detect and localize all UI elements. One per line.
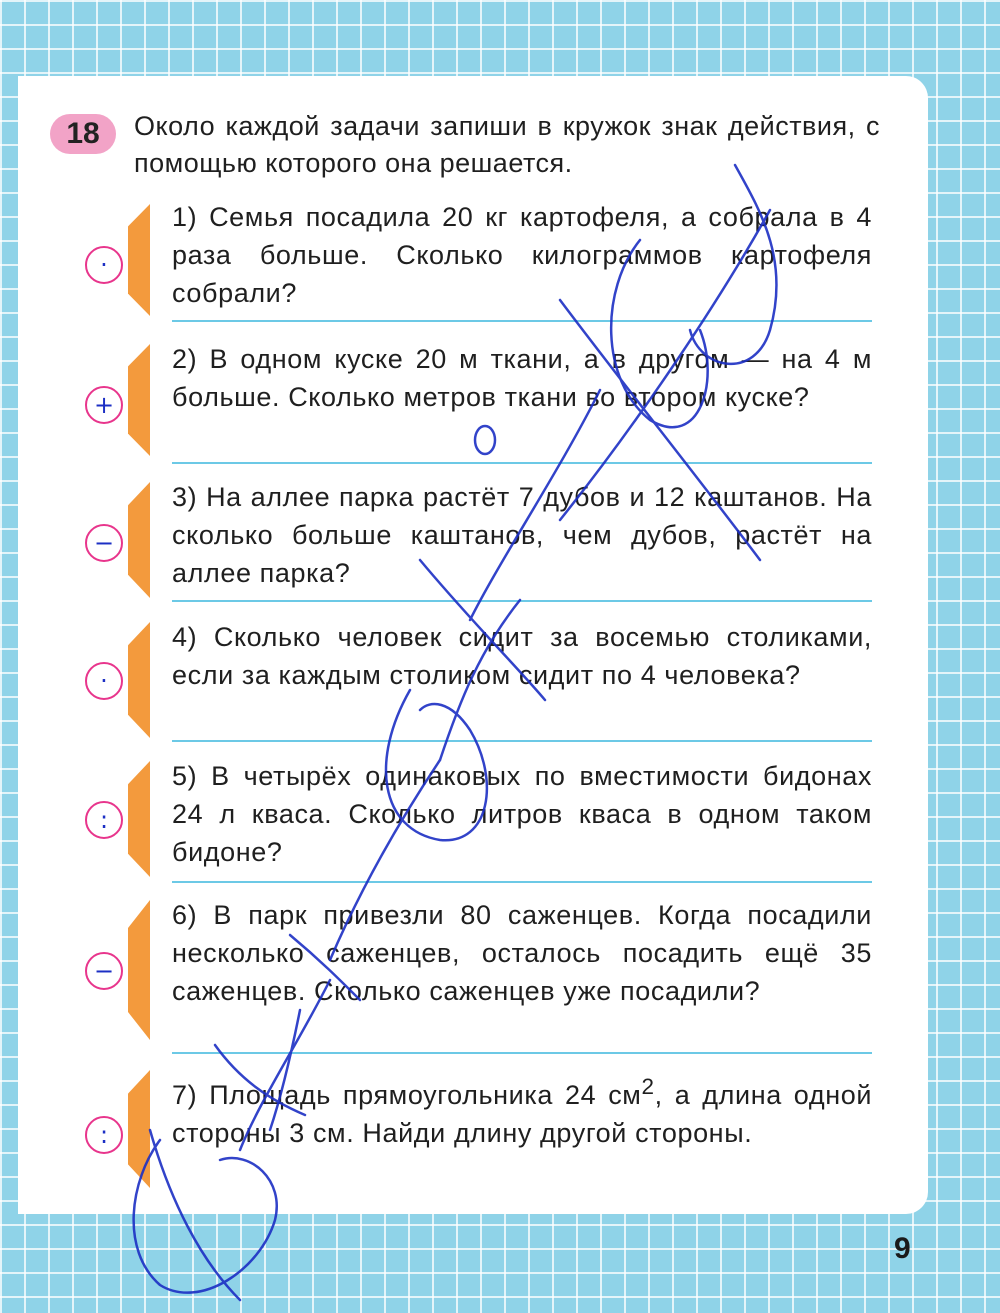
answer-sign: : — [99, 1121, 109, 1149]
problem-text: 2) В одном куске 20 м ткани, а в другом — на 4 м больше. Сколько метров ткани во втором куске? — [172, 344, 872, 412]
problem-text-main: 7) Площадь прямоугольника 24 см — [172, 1080, 642, 1110]
answer-line[interactable] — [172, 1052, 872, 1054]
problem-text: 1) Семья посадила 20 кг картофеля, а собрала в 4 раза больше. Сколько килограммов картофеля собрали? — [172, 202, 872, 308]
answer-line[interactable] — [172, 600, 872, 602]
answer-sign-circle[interactable] — [85, 662, 123, 700]
answer-sign-circle[interactable] — [85, 386, 123, 424]
answer-line[interactable] — [172, 462, 872, 464]
task-instruction: Около каждой задачи запиши в кружок знак действия, с помощью которого она решается. — [134, 111, 880, 178]
problem-text: 6) В парк привезли 80 саженцев. Когда посадили несколько саженцев, осталось посадить ещё 35 саженцев. Сколько саженцев уже посадили? — [172, 900, 872, 1006]
answer-sign: · — [100, 667, 108, 695]
answer-line[interactable] — [172, 740, 872, 742]
problem-text-rest: , а длина одной стороны 3 см. Найди длину другой стороны. — [172, 1080, 872, 1148]
answer-sign-circle[interactable] — [85, 801, 123, 839]
task-header — [50, 108, 880, 182]
problem-text: 5) В четырёх одинаковых по вместимости бидонах 24 л кваса. Сколько литров кваса в одном таком бидоне? — [172, 761, 872, 867]
problem-text-superscript: 2 — [641, 1074, 655, 1099]
answer-sign: − — [93, 957, 115, 985]
problem-text: 4) Сколько человек сидит за восемью столиками, если за каждым столиком сидит по 4 человека? — [172, 622, 872, 690]
problem-text: 3) На аллее парка растёт 7 дубов и 12 каштанов. На сколько больше каштанов, чем дубов, растёт на аллее парка? — [172, 482, 872, 588]
page-number: 9 — [894, 1232, 911, 1265]
answer-sign-circle[interactable] — [85, 1116, 123, 1154]
problem-text — [172, 1068, 872, 1152]
task-number-badge: 18 — [50, 114, 116, 154]
answer-line[interactable] — [172, 320, 872, 322]
answer-sign-circle[interactable] — [85, 246, 123, 284]
answer-line[interactable] — [172, 881, 872, 883]
answer-sign: − — [93, 529, 115, 557]
answer-sign: + — [93, 391, 115, 419]
answer-sign-circle[interactable] — [85, 524, 123, 562]
answer-sign: · — [100, 251, 108, 279]
answer-sign: : — [99, 806, 109, 834]
answer-sign-circle[interactable] — [85, 952, 123, 990]
